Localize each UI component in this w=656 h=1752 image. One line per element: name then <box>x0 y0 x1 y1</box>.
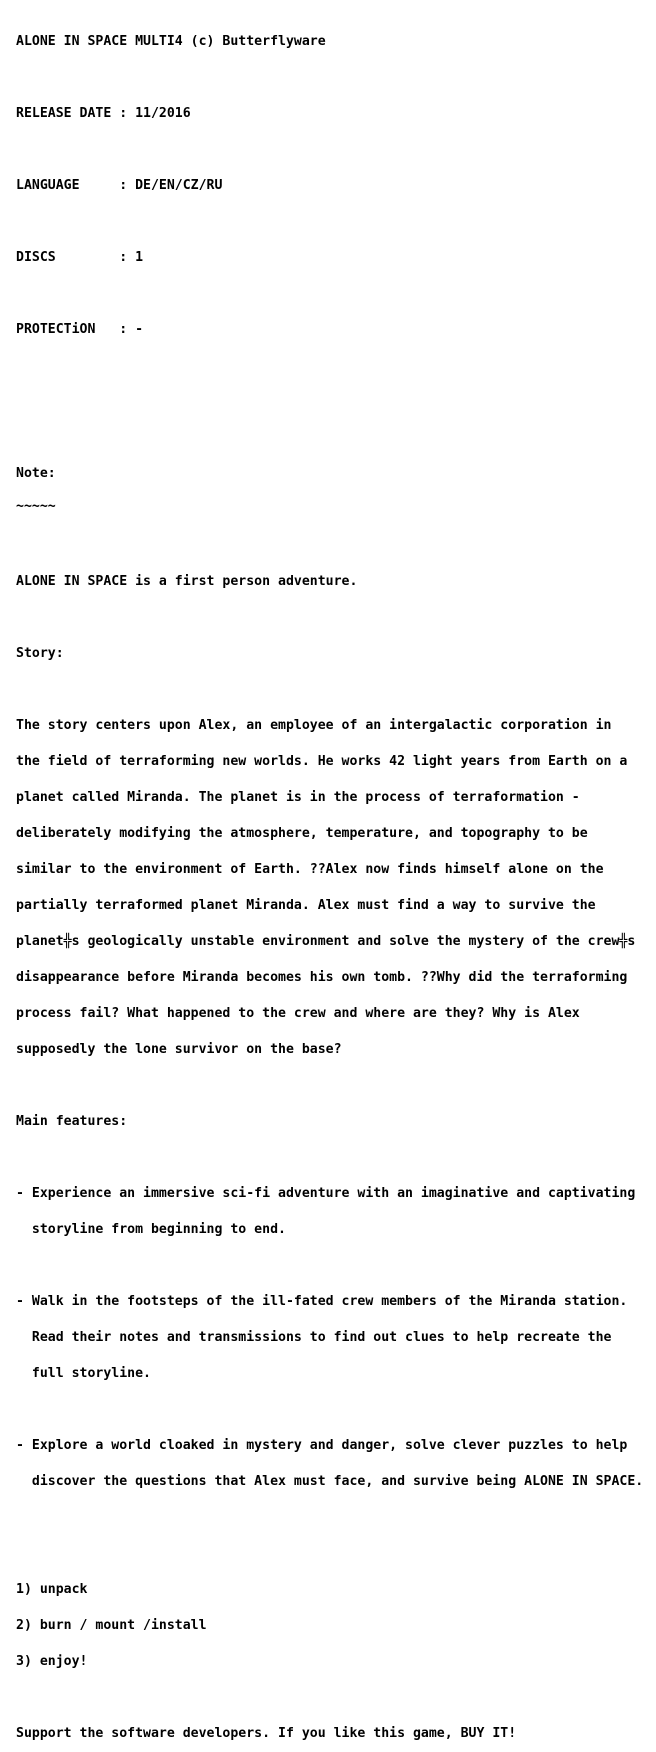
feature-line: discover the questions that Alex must face, and survive being ALONE IN SPACE. <box>16 1474 644 1489</box>
nfo-document <box>16 12 652 1752</box>
step-line: 1) unpack <box>16 1582 88 1597</box>
story-line: process fail? What happened to the crew and where are they? Why is Alex <box>16 1006 580 1021</box>
story-line: planet called Miranda. The planet is in the process of terraformation - <box>16 790 580 805</box>
footer-line: Support the software developers. If you like this game, BUY IT! <box>16 1726 517 1741</box>
release-date-line: RELEASE DATE : 11/2016 <box>16 106 191 121</box>
story-line: partially terraformed planet Miranda. Alex must find a way to survive the <box>16 898 596 913</box>
feature-line: - Explore a world cloaked in mystery and danger, solve clever puzzles to help <box>16 1438 628 1453</box>
features-label: Main features: <box>16 1114 128 1129</box>
story-line: deliberately modifying the atmosphere, temperature, and topography to be <box>16 826 588 841</box>
title-line: ALONE IN SPACE MULTI4 (c) Butterflyware <box>16 34 326 49</box>
protection-line: PROTECTiON : - <box>16 322 144 337</box>
language-line: LANGUAGE : DE/EN/CZ/RU <box>16 178 223 193</box>
story-line: disappearance before Miranda becomes his own tomb. ??Why did the terraforming <box>16 970 628 985</box>
intro-line: ALONE IN SPACE is a first person adventure. <box>16 574 358 589</box>
story-line: The story centers upon Alex, an employee of an intergalactic corporation in <box>16 718 612 733</box>
discs-line: DISCS : 1 <box>16 250 144 265</box>
feature-line: - Experience an immersive sci-fi adventure with an imaginative and captivating <box>16 1186 636 1201</box>
story-label: Story: <box>16 646 64 661</box>
step-line: 3) enjoy! <box>16 1654 88 1669</box>
note-underline: ~~~~~ <box>16 499 56 514</box>
story-line: the field of terraforming new worlds. He works 42 light years from Earth on a <box>16 754 628 769</box>
feature-line: - Walk in the footsteps of the ill-fated crew members of the Miranda station. <box>16 1294 628 1309</box>
feature-line: Read their notes and transmissions to find out clues to help recreate the <box>16 1330 612 1345</box>
feature-line: full storyline. <box>16 1366 151 1381</box>
note-label: Note: <box>16 466 56 481</box>
story-line: planet╬s geologically unstable environment and solve the mystery of the crew╬s <box>16 934 636 949</box>
story-line: supposedly the lone survivor on the base? <box>16 1042 342 1057</box>
step-line: 2) burn / mount /install <box>16 1618 207 1633</box>
feature-line: storyline from beginning to end. <box>16 1222 286 1237</box>
story-line: similar to the environment of Earth. ??Alex now finds himself alone on the <box>16 862 604 877</box>
